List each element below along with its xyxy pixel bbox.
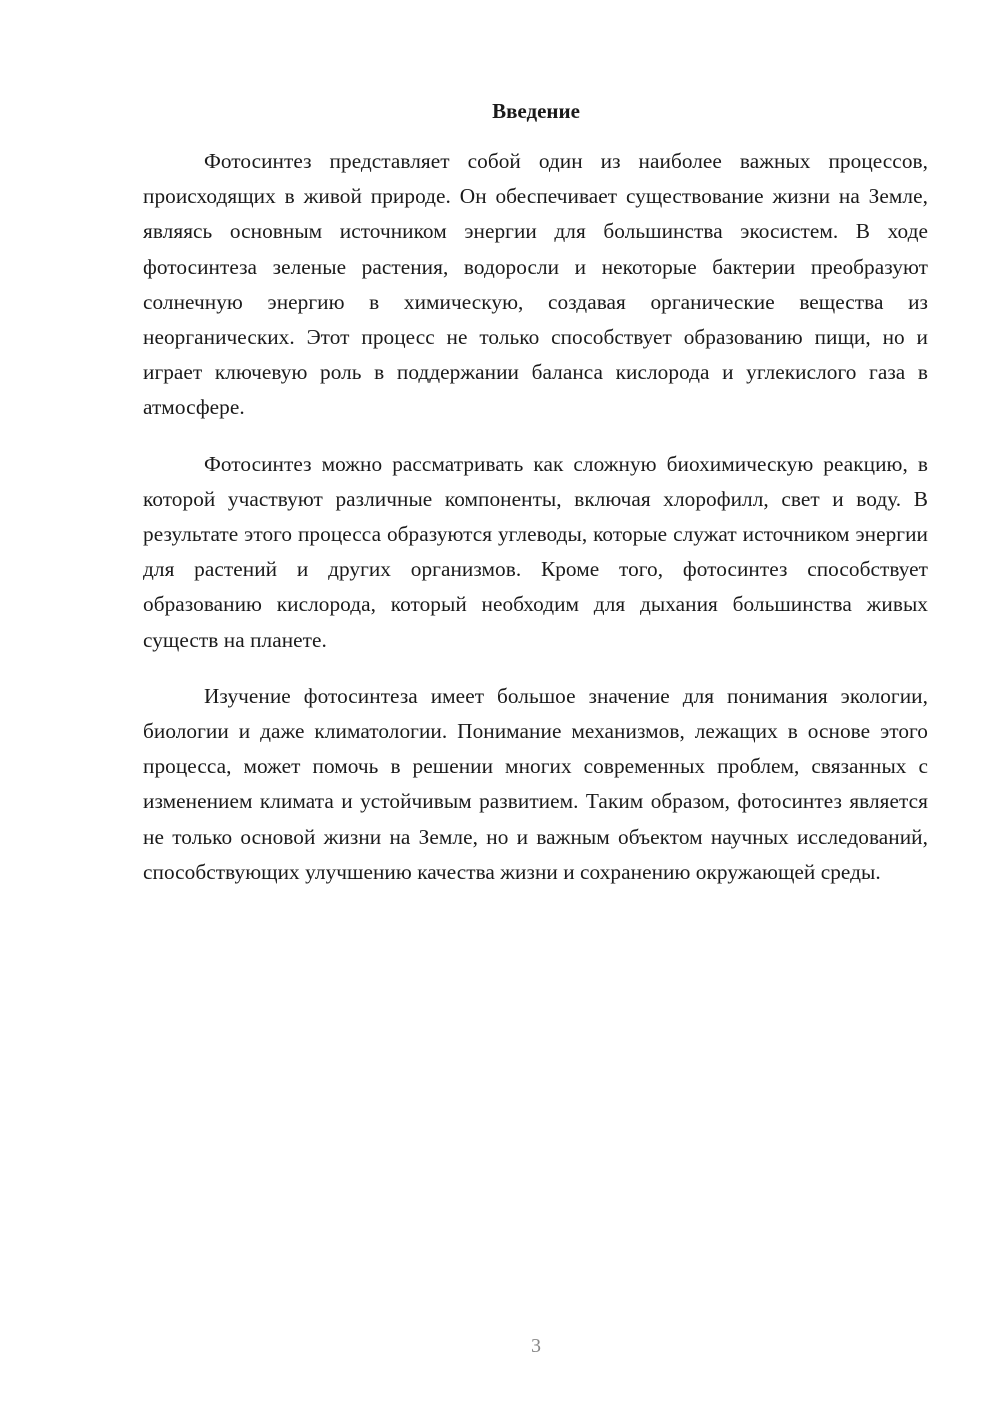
body-text xyxy=(143,144,928,911)
paragraph-2: Фотосинтез можно рассматривать как сложную биохимическую реакцию, в которой участвуют различные компоненты, включая хлорофилл, свет и воду. В результате этого процесса образуются углеводы, которые служат источником энергии для растений и других организмов. Кроме того, фотосинтез способствует образованию кислорода, который необходим для дыхания большинства живых существ на планете. xyxy=(143,451,928,652)
page-number: 3 xyxy=(531,1335,541,1357)
paragraph-1: Фотосинтез представляет собой один из наиболее важных процессов, происходящих в живой природе. Он обеспечивает существование жизни на Земле, являясь основным источником энергии для большинства экосистем. В ходе фотосинтеза зеленые растения, водоросли и некоторые бактерии преобразуют солнечную энергию в химическую, создавая органические вещества из неорганических. Этот процесс не только способствует образованию пищи, но и играет ключевую роль в поддержании баланса кислорода и углекислого газа в атмосфере. xyxy=(143,149,928,420)
section-heading: Введение xyxy=(492,99,580,123)
paragraph-3: Изучение фотосинтеза имеет большое значение для понимания экологии, биологии и даже климатологии. Понимание механизмов, лежащих в основе этого процесса, может помочь в решении многих современных проблем, связанных с изменением климата и устойчивым развитием. Таким образом, фотосинтез является не только основой жизни на Земле, но и важным объектом научных исследований, способствующих улучшению качества жизни и сохранению окружающей среды. xyxy=(143,683,928,884)
